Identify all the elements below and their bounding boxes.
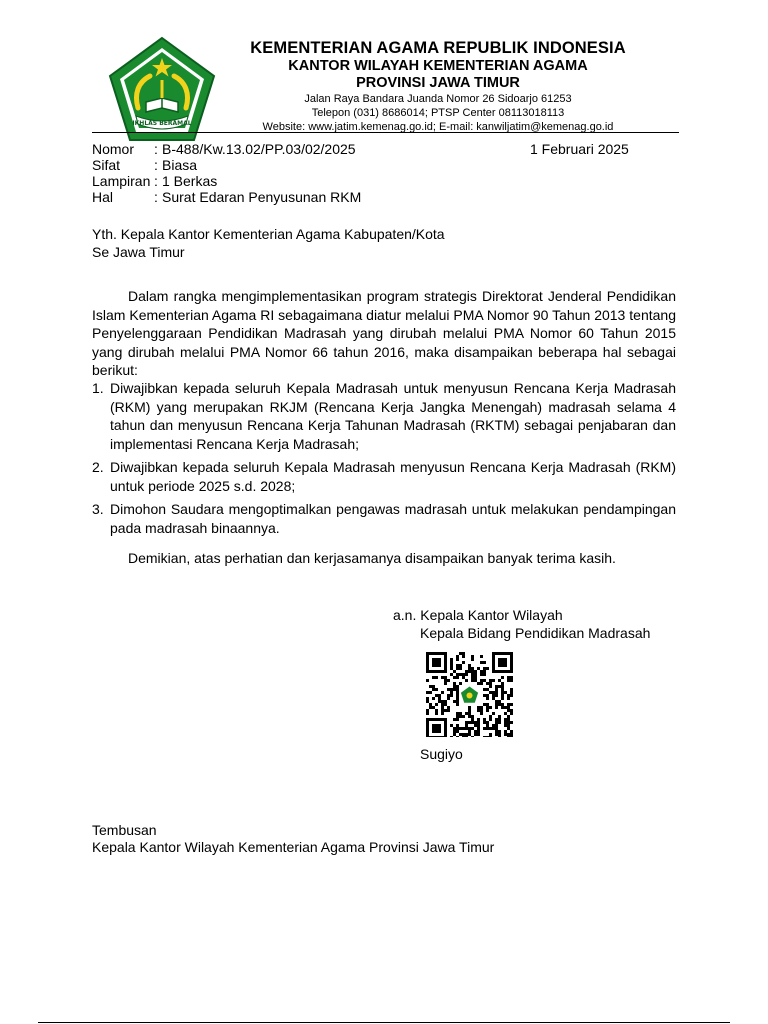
signature-on-behalf: a.n. Kepala Kantor Wilayah [393, 607, 563, 623]
letterhead [226, 38, 650, 134]
meta-sep: : [154, 173, 158, 189]
office-title: KANTOR WILAYAH KEMENTERIAN AGAMA [288, 58, 588, 74]
office-address: Jalan Raya Bandara Juanda Nomor 26 Sidoarjo 61253 [304, 93, 572, 105]
meta-value: B-488/Kw.13.02/PP.03/02/2025 [162, 141, 356, 157]
meta-sep: : [154, 141, 158, 157]
list-item [92, 379, 676, 453]
tembusan-recipient: Kepala Kantor Wilayah Kementerian Agama Provinsi Jawa Timur [92, 839, 495, 855]
list-number: 3. [92, 501, 104, 517]
meta-sep: : [154, 157, 158, 173]
meta-value: 1 Berkas [162, 173, 218, 189]
list-text: Diwajibkan kepada seluruh Kepala Madrasah untuk menyusun Rencana Kerja Madrasah (RKM) yang merupakan RKJM (Rencana Kerja Jangka Menengah) madrasah selama 4 tahun dan menyusun Rencana Kerja Tahunan Madrasah (RKTM) sebagai penjabaran dan implementasi Rencana Kerja Madrasah; [110, 380, 676, 452]
meta-value: Surat Edaran Penyusunan RKM [162, 189, 362, 205]
office-phone: Telepon (031) 8686014; PTSP Center 08113018113 [311, 107, 565, 119]
ministry-title: KEMENTERIAN AGAMA REPUBLIK INDONESIA [250, 39, 626, 57]
addressee [92, 225, 445, 261]
svg-text:IKHLAS BERAMAL: IKHLAS BERAMAL [132, 120, 192, 127]
list-number: 1. [92, 380, 104, 396]
footer-divider [38, 1022, 730, 1023]
meta-key: Sifat [92, 157, 121, 173]
list-number: 2. [92, 459, 104, 475]
instruction-list [92, 379, 676, 542]
meta-value: Biasa [162, 157, 198, 173]
meta-sep: : [154, 189, 158, 205]
addressee-line: Yth. Kepala Kantor Kementerian Agama Kabupaten/Kota [92, 226, 445, 242]
list-item [92, 500, 676, 537]
meta-row-nomor [92, 141, 361, 157]
meta-key: Nomor [92, 141, 135, 157]
closing-sentence: Demikian, atas perhatian dan kerjasamanya disampaikan banyak terima kasih. [128, 550, 616, 566]
letterhead-divider [92, 132, 679, 133]
office-website: Website: www.jatim.kemenag.go.id; E-mail: kanwiljatim@kemenag.go.id [262, 121, 614, 133]
signature-position: Kepala Bidang Pendidikan Madrasah [420, 625, 651, 641]
meta-key: Lampiran [92, 173, 151, 189]
letter-date: 1 Februari 2025 [530, 141, 629, 157]
kemenag-logo-icon [108, 36, 216, 144]
list-item [92, 458, 676, 495]
letter-meta [92, 141, 361, 205]
qr-code-icon [425, 652, 515, 737]
meta-key: Hal [92, 189, 114, 205]
meta-row-hal [92, 189, 361, 205]
signature-block [393, 606, 650, 642]
addressee-region: Se Jawa Timur [92, 244, 185, 260]
tembusan-title: Tembusan [92, 822, 157, 838]
signer-name: Sugiyo [420, 746, 463, 762]
list-text: Dimohon Saudara mengoptimalkan pengawas madrasah untuk melakukan pendampingan pada madrasah binaannya. [110, 501, 676, 536]
tembusan-block [92, 822, 494, 856]
province-title: PROVINSI JAWA TIMUR [356, 75, 520, 91]
meta-row-lampiran [92, 173, 361, 189]
meta-row-sifat [92, 157, 361, 173]
list-text: Diwajibkan kepada seluruh Kepala Madrasah menyusun Rencana Kerja Madrasah (RKM) untuk periode 2025 s.d. 2028; [110, 459, 676, 494]
body-intro: Dalam rangka mengimplementasikan program strategis Direktorat Jenderal Pendidikan Islam Kementerian Agama RI sebagaimana diatur melalui PMA Nomor 90 Tahun 2013 tentang Penyelenggaraan Pendidikan Madrasah yang dirubah melalui PMA Nomor 60 Tahun 2015 yang dirubah melalui PMA Nomor 66 tahun 2016, maka disampaikan beberapa hal sebagai berikut: [92, 288, 676, 378]
